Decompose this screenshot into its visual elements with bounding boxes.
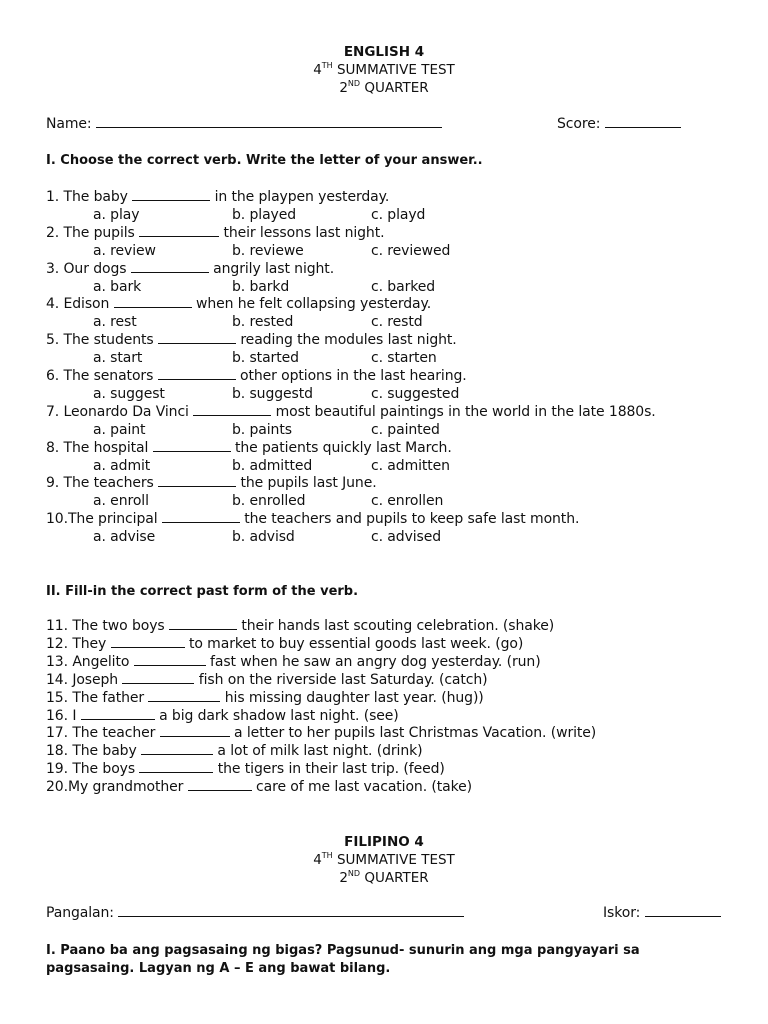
- answer-blank[interactable]: [139, 226, 219, 237]
- answer-blank[interactable]: [193, 405, 271, 416]
- fill-item-19: [46, 761, 445, 777]
- section1-instruction: I. Choose the correct verb. Write the letter of your answer..: [46, 153, 483, 168]
- fill-item-14: [46, 672, 488, 688]
- fill-stem: 19. The boys: [46, 761, 136, 778]
- section2-instruction: II. Fill-in the correct past form of the verb.: [46, 584, 359, 599]
- question-9: [46, 475, 377, 491]
- fill-blank[interactable]: [111, 637, 185, 648]
- fill-item-11: [46, 618, 554, 634]
- score-field[interactable]: [557, 116, 681, 132]
- fill-stem-end: to market to buy essential goods last week. (go): [188, 635, 524, 652]
- question-8: [46, 440, 452, 456]
- choice-c[interactable]: c. restd: [371, 314, 423, 331]
- question-2: [46, 225, 384, 241]
- fill-stem-end: a letter to her pupils last Christmas Vacation. (write): [234, 725, 597, 742]
- fill-blank[interactable]: [81, 709, 155, 720]
- choice-b[interactable]: b. played: [232, 207, 297, 223]
- choice-b[interactable]: b. paints: [232, 421, 292, 438]
- fill-stem-end: fish on the riverside last Saturday. (catch): [198, 671, 488, 688]
- question-stem-end: the patients quickly last March.: [234, 439, 452, 456]
- fill-stem-end: the tigers in their last trip. (feed): [217, 761, 445, 778]
- question-stem: 2. The pupils: [46, 224, 135, 241]
- pangalan-field[interactable]: [46, 905, 464, 921]
- question-stem-end: in the playpen yesterday.: [214, 189, 390, 205]
- question-stem-end: the pupils last June.: [240, 475, 377, 492]
- answer-blank[interactable]: [132, 190, 210, 201]
- fill-item-17: [46, 725, 596, 741]
- fill-stem: 15. The father: [46, 689, 145, 706]
- answer-blank[interactable]: [158, 333, 236, 344]
- english-quarter-label: 2ND QUARTER: [339, 79, 429, 96]
- fill-item-20: [46, 779, 472, 795]
- question-1: [46, 189, 389, 205]
- question-stem: 6. The senators: [46, 368, 154, 384]
- fill-item-18: [46, 743, 422, 759]
- fill-stem: 17. The teacher: [46, 725, 156, 742]
- fill-blank[interactable]: [148, 691, 220, 702]
- question-10: [46, 511, 579, 527]
- fill-stem: 14. Joseph: [46, 671, 119, 688]
- choice-c[interactable]: c. enrollen: [371, 493, 444, 510]
- question-stem-end: their lessons last night.: [223, 224, 385, 241]
- choice-c[interactable]: c. reviewed: [371, 242, 451, 259]
- fill-item-15: [46, 690, 484, 706]
- fill-stem: 16. I: [46, 707, 77, 724]
- answer-blank[interactable]: [114, 297, 192, 308]
- fill-stem-end: a lot of milk last night. (drink): [217, 743, 423, 760]
- fill-stem-end: fast when he saw an angry dog yesterday. (run): [210, 653, 541, 670]
- question-stem-end: most beautiful paintings in the world in the late 1880s.: [275, 403, 656, 420]
- choice-a[interactable]: a. rest: [93, 314, 137, 331]
- question-stem-end: when he felt collapsing yesterday.: [195, 296, 432, 313]
- answer-blank[interactable]: [158, 369, 236, 380]
- english-test-label: 4TH SUMMATIVE TEST: [313, 61, 455, 78]
- answer-blank[interactable]: [158, 476, 236, 487]
- answer-blank[interactable]: [153, 441, 231, 452]
- score-blank[interactable]: [605, 117, 681, 128]
- question-stem: 5. The students: [46, 332, 154, 349]
- choice-a[interactable]: a. paint: [93, 421, 146, 438]
- choice-c[interactable]: c. advised: [371, 529, 442, 546]
- answer-blank[interactable]: [131, 262, 209, 273]
- question-stem: 4. Edison: [46, 296, 110, 313]
- fill-stem: 11. The two boys: [46, 618, 165, 634]
- fill-blank[interactable]: [134, 655, 206, 666]
- question-stem-end: other options in the last hearing.: [239, 368, 467, 384]
- choice-b[interactable]: b. reviewe: [232, 242, 304, 259]
- choice-b[interactable]: b. barkd: [232, 278, 290, 295]
- choice-a[interactable]: a. bark: [93, 278, 142, 295]
- choice-b[interactable]: b. admitted: [232, 457, 313, 474]
- iskor-field[interactable]: [603, 905, 721, 921]
- question-stem: 7. Leonardo Da Vinci: [46, 403, 189, 420]
- choice-b[interactable]: b. rested: [232, 314, 294, 331]
- iskor-blank[interactable]: [645, 906, 721, 917]
- filipino-quarter-label: 2ND QUARTER: [339, 869, 429, 886]
- question-stem-end: angrily last night.: [213, 260, 335, 277]
- fill-blank[interactable]: [139, 762, 213, 773]
- filipino-instruction-line1: I. Paano ba ang pagsasaing ng bigas? Pagsunud- sunurin ang mga pangyayari sa: [46, 943, 640, 958]
- fill-stem: 13. Angelito: [46, 653, 130, 670]
- choice-a[interactable]: a. enroll: [93, 493, 149, 510]
- choice-a[interactable]: a. review: [93, 242, 156, 259]
- english-title: ENGLISH 4: [343, 44, 425, 60]
- filipino-title: FILIPINO 4: [344, 834, 424, 850]
- fill-item-13: [46, 654, 541, 670]
- fill-stem: 20.My grandmother: [46, 779, 184, 796]
- iskor-label: Iskor:: [603, 905, 641, 921]
- fill-blank[interactable]: [160, 726, 230, 737]
- score-label: Score:: [557, 116, 601, 132]
- fill-stem-end: a big dark shadow last night. (see): [159, 707, 399, 724]
- fill-blank[interactable]: [169, 619, 237, 630]
- choice-b[interactable]: b. suggestd: [232, 386, 313, 402]
- question-7: [46, 404, 656, 420]
- pangalan-label: Pangalan:: [46, 905, 114, 921]
- question-stem: 3. Our dogs: [46, 260, 127, 277]
- name-label: Name:: [46, 116, 92, 132]
- fill-blank[interactable]: [122, 673, 194, 684]
- choice-b[interactable]: b. started: [232, 350, 299, 367]
- fill-stem-end: care of me last vacation. (take): [256, 779, 473, 796]
- question-3: [46, 261, 334, 277]
- question-stem: 10.The principal: [46, 511, 158, 528]
- question-6: [46, 368, 467, 384]
- fill-blank[interactable]: [188, 780, 252, 791]
- fill-stem-end: their hands last scouting celebration. (shake): [241, 618, 555, 634]
- choice-a[interactable]: a. admit: [93, 457, 151, 474]
- answer-blank[interactable]: [162, 512, 240, 523]
- name-blank[interactable]: [96, 117, 442, 128]
- fill-stem: 12. They: [46, 635, 107, 652]
- choice-a[interactable]: a. suggest: [93, 386, 165, 402]
- question-stem: 8. The hospital: [46, 439, 149, 456]
- choice-c[interactable]: c. admitten: [371, 457, 450, 474]
- choice-a[interactable]: a. advise: [93, 529, 156, 546]
- name-field[interactable]: [46, 116, 442, 132]
- question-stem: 1. The baby: [46, 189, 128, 205]
- question-stem: 9. The teachers: [46, 475, 154, 492]
- choice-c[interactable]: c. barked: [371, 278, 436, 295]
- fill-item-16: [46, 708, 399, 724]
- choice-c[interactable]: c. painted: [371, 421, 440, 438]
- choice-a[interactable]: a. play: [93, 207, 140, 223]
- fill-blank[interactable]: [141, 744, 213, 755]
- fill-stem-end: his missing daughter last year. (hug)): [224, 689, 484, 706]
- fill-stem: 18. The baby: [46, 743, 137, 760]
- choice-b[interactable]: b. advisd: [232, 529, 295, 546]
- choice-a[interactable]: a. start: [93, 350, 143, 367]
- filipino-instruction-line2: pagsasaing. Lagyan ng A – E ang bawat bilang.: [46, 961, 391, 976]
- question-5: [46, 332, 457, 348]
- question-stem-end: reading the modules last night.: [240, 332, 457, 349]
- choice-c[interactable]: c. playd: [371, 207, 426, 223]
- choice-b[interactable]: b. enrolled: [232, 493, 306, 510]
- pangalan-blank[interactable]: [118, 906, 464, 917]
- choice-c[interactable]: c. starten: [371, 350, 437, 367]
- fill-item-12: [46, 636, 523, 652]
- choice-c[interactable]: c. suggested: [371, 386, 460, 402]
- question-4: [46, 296, 431, 312]
- filipino-test-label: 4TH SUMMATIVE TEST: [313, 851, 455, 868]
- question-stem-end: the teachers and pupils to keep safe last month.: [244, 511, 580, 528]
